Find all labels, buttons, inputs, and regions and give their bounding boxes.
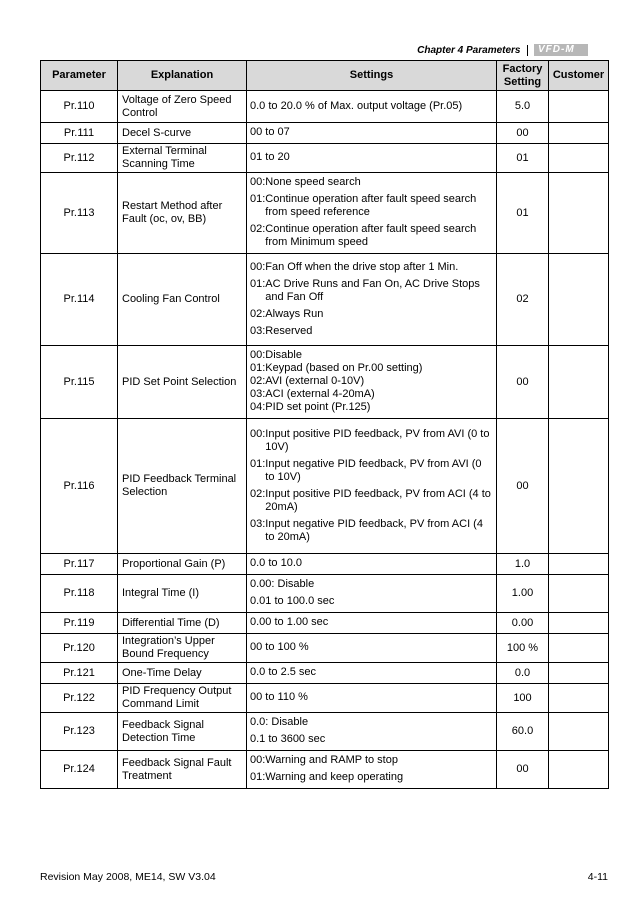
parameter-cell: Pr.123: [41, 713, 118, 751]
option-code: 01:: [250, 362, 266, 374]
setting-option: [250, 754, 493, 767]
explanation-cell: Integral Time (I): [118, 575, 247, 613]
page-footer: [40, 871, 608, 883]
option-text: 00 to 07: [250, 126, 290, 138]
option-text: Always Run: [265, 307, 324, 320]
setting-option: [250, 458, 493, 484]
table-row: [41, 575, 609, 613]
revision-text: Revision May 2008, ME14, SW V3.04: [40, 871, 216, 883]
factory-setting-cell: 00: [497, 751, 549, 789]
table-row: [41, 144, 609, 173]
logo-text: VFD-M: [538, 44, 575, 55]
option-code: 00:: [250, 176, 266, 188]
setting-option: [250, 771, 493, 784]
setting-option: [250, 261, 493, 274]
customer-cell: [549, 173, 609, 254]
explanation-cell: Restart Method after Fault (oc, ov, BB): [118, 173, 247, 254]
page-number: 4-11: [587, 871, 608, 883]
table-row: [41, 663, 609, 684]
setting-option: [250, 349, 493, 362]
option-text: Disable: [265, 349, 302, 361]
option-text: 0.0 to 20.0 % of Max. output voltage (Pr.05): [250, 99, 463, 112]
table-row: [41, 123, 609, 144]
factory-setting-cell: 00: [497, 346, 549, 419]
explanation-cell: One-Time Delay: [118, 663, 247, 684]
option-code: 03:: [250, 517, 266, 530]
explanation-cell: Decel S-curve: [118, 123, 247, 144]
table-row: [41, 254, 609, 346]
setting-option: [250, 595, 493, 608]
option-code: 04:: [250, 401, 266, 413]
table-row: [41, 684, 609, 713]
option-text: ACI (external 4-20mA): [265, 388, 375, 400]
setting-option: [250, 518, 493, 544]
customer-cell: [549, 91, 609, 123]
setting-option: [250, 716, 493, 729]
factory-setting-cell: 02: [497, 254, 549, 346]
explanation-cell: PID Feedback Terminal Selection: [118, 419, 247, 554]
factory-setting-cell: 01: [497, 144, 549, 173]
option-code: 00:: [250, 754, 266, 766]
settings-cell: [247, 554, 497, 575]
setting-option: [250, 278, 493, 304]
option-code: 01:: [250, 277, 266, 290]
running-header: [417, 44, 588, 56]
setting-option: [250, 193, 493, 219]
option-code: 00:: [250, 349, 266, 361]
option-text: Continue operation after fault speed search from Minimum speed: [265, 223, 477, 248]
setting-option: [250, 362, 493, 375]
parameter-cell: Pr.116: [41, 419, 118, 554]
setting-option: [250, 401, 493, 414]
parameter-table: [40, 60, 609, 789]
explanation-cell: Feedback Signal Detection Time: [118, 713, 247, 751]
customer-cell: [549, 419, 609, 554]
parameter-cell: Pr.121: [41, 663, 118, 684]
table-row: [41, 346, 609, 419]
setting-option: [250, 557, 493, 570]
table-row: [41, 713, 609, 751]
option-text: Keypad (based on Pr.00 setting): [265, 362, 423, 374]
parameter-cell: Pr.117: [41, 554, 118, 575]
parameter-cell: Pr.119: [41, 613, 118, 634]
brand-logo: [534, 44, 588, 56]
option-code: 02:: [250, 223, 266, 235]
customer-cell: [549, 254, 609, 346]
factory-setting-cell: 1.0: [497, 554, 549, 575]
option-code: 02:: [250, 307, 266, 320]
explanation-cell: External Terminal Scanning Time: [118, 144, 247, 173]
table-row: [41, 91, 609, 123]
settings-cell: [247, 663, 497, 684]
settings-cell: [247, 173, 497, 254]
setting-option: [250, 488, 493, 514]
parameter-cell: Pr.122: [41, 684, 118, 713]
customer-cell: [549, 554, 609, 575]
table-row: [41, 751, 609, 789]
factory-setting-cell: 0.0: [497, 663, 549, 684]
factory-setting-cell: 00: [497, 419, 549, 554]
option-text: 0.00: Disable: [250, 578, 315, 590]
option-text: Reserved: [265, 324, 313, 337]
option-text: 0.00 to 1.00 sec: [250, 616, 329, 628]
table-row: [41, 173, 609, 254]
setting-option: [250, 325, 493, 338]
customer-cell: [549, 713, 609, 751]
explanation-cell: Differential Time (D): [118, 613, 247, 634]
header-divider: [527, 45, 529, 56]
option-text: 00 to 110 %: [250, 691, 308, 703]
option-text: 00 to 100 %: [250, 641, 309, 653]
option-text: 0.01 to 100.0 sec: [250, 595, 335, 607]
column-header: Parameter: [41, 61, 118, 91]
customer-cell: [549, 684, 609, 713]
factory-setting-cell: 01: [497, 173, 549, 254]
parameter-cell: Pr.111: [41, 123, 118, 144]
option-text: AC Drive Runs and Fan On, AC Drive Stops and Fan Off: [265, 277, 480, 303]
settings-cell: [247, 419, 497, 554]
setting-option: [250, 666, 493, 679]
customer-cell: [549, 123, 609, 144]
option-code: 01:: [250, 771, 266, 783]
setting-option: [250, 100, 493, 113]
settings-cell: [247, 254, 497, 346]
customer-cell: [549, 575, 609, 613]
factory-setting-cell: 00: [497, 123, 549, 144]
explanation-cell: Feedback Signal Fault Treatment: [118, 751, 247, 789]
parameter-cell: Pr.124: [41, 751, 118, 789]
factory-setting-cell: 5.0: [497, 91, 549, 123]
customer-cell: [549, 613, 609, 634]
explanation-cell: Proportional Gain (P): [118, 554, 247, 575]
settings-cell: [247, 751, 497, 789]
option-text: Input positive PID feedback, PV from ACI (4 to 20mA): [265, 487, 491, 513]
explanation-cell: Voltage of Zero Speed Control: [118, 91, 247, 123]
settings-cell: [247, 713, 497, 751]
setting-option: [250, 126, 493, 139]
parameter-cell: Pr.112: [41, 144, 118, 173]
option-code: 01:: [250, 193, 266, 205]
option-text: Continue operation after fault speed search from speed reference: [265, 193, 477, 218]
option-text: 01 to 20: [250, 151, 290, 163]
setting-option: [250, 151, 493, 164]
option-text: Fan Off when the drive stop after 1 Min.: [265, 260, 459, 273]
option-code: 03:: [250, 388, 266, 400]
factory-setting-cell: 1.00: [497, 575, 549, 613]
option-text: None speed search: [265, 176, 361, 188]
setting-option: [250, 733, 493, 746]
settings-cell: [247, 346, 497, 419]
option-text: PID set point (Pr.125): [265, 401, 371, 413]
factory-setting-cell: 60.0: [497, 713, 549, 751]
table-row: [41, 554, 609, 575]
customer-cell: [549, 663, 609, 684]
parameter-cell: Pr.110: [41, 91, 118, 123]
factory-setting-cell: 100: [497, 684, 549, 713]
factory-setting-cell: 100 %: [497, 634, 549, 663]
settings-cell: [247, 144, 497, 173]
customer-cell: [549, 346, 609, 419]
table-row: [41, 613, 609, 634]
option-text: Input positive PID feedback, PV from AVI (0 to 10V): [265, 427, 490, 453]
explanation-cell: PID Set Point Selection: [118, 346, 247, 419]
column-header: Explanation: [118, 61, 247, 91]
chapter-title: Chapter 4 Parameters: [417, 44, 521, 56]
settings-cell: [247, 575, 497, 613]
option-text: Warning and RAMP to stop: [265, 754, 398, 766]
table-row: [41, 419, 609, 554]
explanation-cell: PID Frequency Output Command Limit: [118, 684, 247, 713]
setting-option: [250, 578, 493, 591]
explanation-cell: Cooling Fan Control: [118, 254, 247, 346]
parameter-cell: Pr.115: [41, 346, 118, 419]
option-code: 00:: [250, 427, 266, 440]
parameter-cell: Pr.120: [41, 634, 118, 663]
explanation-cell: Integration’s Upper Bound Frequency: [118, 634, 247, 663]
settings-cell: [247, 613, 497, 634]
factory-setting-cell: 0.00: [497, 613, 549, 634]
parameter-cell: Pr.118: [41, 575, 118, 613]
customer-cell: [549, 634, 609, 663]
setting-option: [250, 223, 493, 249]
option-text: Warning and keep operating: [265, 771, 404, 783]
table-row: [41, 634, 609, 663]
option-text: 0.0 to 10.0: [250, 557, 302, 569]
settings-cell: [247, 91, 497, 123]
option-code: 00:: [250, 260, 266, 273]
settings-cell: [247, 684, 497, 713]
option-text: 0.0 to 2.5 sec: [250, 666, 317, 678]
column-header: Settings: [247, 61, 497, 91]
customer-cell: [549, 751, 609, 789]
setting-option: [250, 388, 493, 401]
option-code: 02:: [250, 375, 266, 387]
table-body: [41, 91, 609, 789]
setting-option: [250, 375, 493, 388]
option-text: 0.1 to 3600 sec: [250, 733, 326, 745]
settings-cell: [247, 634, 497, 663]
option-code: 01:: [250, 457, 266, 470]
column-header: Customer: [549, 61, 609, 91]
option-text: AVI (external 0-10V): [265, 375, 365, 387]
setting-option: [250, 616, 493, 629]
customer-cell: [549, 144, 609, 173]
column-header: Factory Setting: [497, 61, 549, 91]
parameter-cell: Pr.114: [41, 254, 118, 346]
setting-option: [250, 308, 493, 321]
option-text: Input negative PID feedback, PV from ACI (4 to 20mA): [265, 517, 483, 543]
settings-cell: [247, 123, 497, 144]
setting-option: [250, 176, 493, 189]
setting-option: [250, 428, 493, 454]
option-code: 02:: [250, 487, 266, 500]
table-header-row: [41, 61, 609, 91]
option-code: 03:: [250, 324, 266, 337]
option-text: Input negative PID feedback, PV from AVI (0 to 10V): [265, 457, 482, 483]
option-text: 0.0: Disable: [250, 716, 309, 728]
setting-option: [250, 691, 493, 704]
parameter-cell: Pr.113: [41, 173, 118, 254]
setting-option: [250, 641, 493, 654]
